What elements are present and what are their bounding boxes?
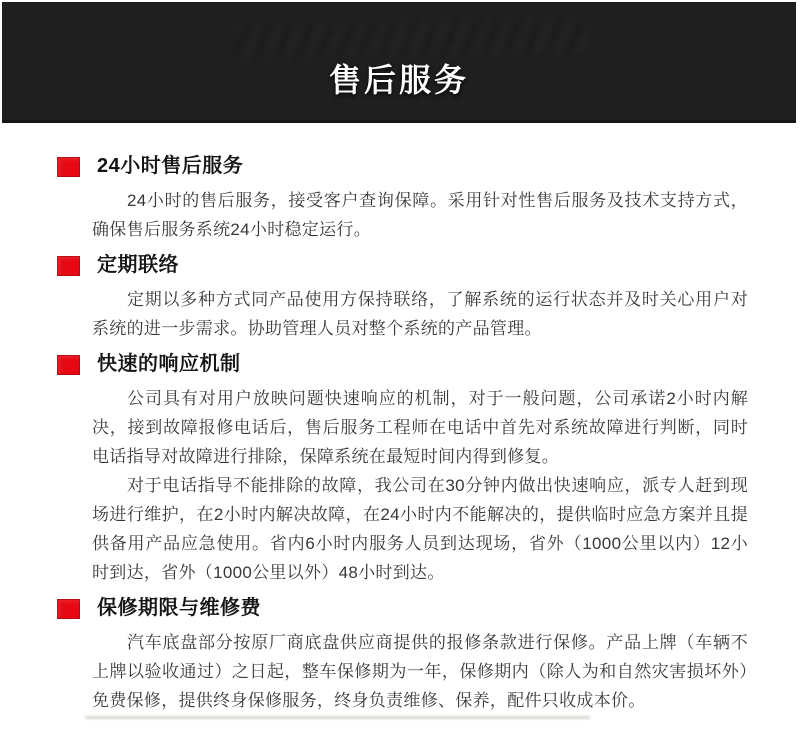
red-square-bullet-icon bbox=[57, 157, 80, 177]
section-title: 快速的响应机制 bbox=[97, 353, 241, 375]
page-title: 售后服务 bbox=[328, 62, 469, 98]
section-title: 保修期限与维修费 bbox=[97, 597, 261, 619]
watermark-smudge bbox=[234, 19, 590, 59]
section-fast-response bbox=[57, 353, 748, 587]
section-paragraph: 公司具有对用户放映问题快速响应的机制，对于一般问题，公司承诺2小时内解决，接到故障报修电话后，售后服务工程师在电话中首先对系统故障进行判断，同时电话指导对故障进行排除，保障系统在最短时间内得到修复。 bbox=[92, 389, 748, 466]
section-paragraph: 对于电话指导不能排除的故障，我公司在30分钟内做出快速响应，派专人赶到现场进行维护，在2小时内解决故障，在24小时内不能解决的，提供临时应急方案并且提供备用产品应急使用。省内6小时内服务人员到达现场，省外（1000公里以内）12小时到达，省外（1000公里以外）48小时到达。 bbox=[92, 476, 748, 582]
section-title: 24小时售后服务 bbox=[97, 155, 244, 177]
section-paragraph: 24小时的售后服务，接受客户查询保障。采用针对性售后服务及技术支持方式，确保售后服务系统24小时稳定运行。 bbox=[92, 191, 748, 239]
section-heading-row bbox=[57, 353, 748, 376]
red-square-bullet-icon bbox=[57, 256, 80, 276]
section-24h-after-sales bbox=[57, 155, 748, 244]
section-warranty-and-fees bbox=[57, 597, 748, 715]
red-square-bullet-icon bbox=[57, 355, 80, 375]
faint-artifact-line bbox=[85, 716, 590, 719]
page-header-banner bbox=[2, 2, 796, 123]
content-area bbox=[0, 122, 800, 725]
section-paragraph: 汽车底盘部分按原厂商底盘供应商提供的报修条款进行保修。产品上牌（车辆不上牌以验收通过）之日起，整车保修期为一年，保修期内（除人为和自然灾害损坏外）免费保修，提供终身保修服务，终身负责维修、保养，配件只收成本价。 bbox=[92, 633, 748, 710]
section-paragraph: 定期以多种方式同产品使用方保持联络，了解系统的运行状态并及时关心用户对系统的进一步需求。协助管理人员对整个系统的产品管理。 bbox=[92, 290, 748, 338]
section-title: 定期联络 bbox=[97, 254, 179, 276]
section-regular-contact bbox=[57, 254, 748, 343]
section-heading-row bbox=[57, 597, 748, 620]
section-heading-row bbox=[57, 155, 748, 178]
red-square-bullet-icon bbox=[57, 599, 80, 619]
section-heading-row bbox=[57, 254, 748, 277]
